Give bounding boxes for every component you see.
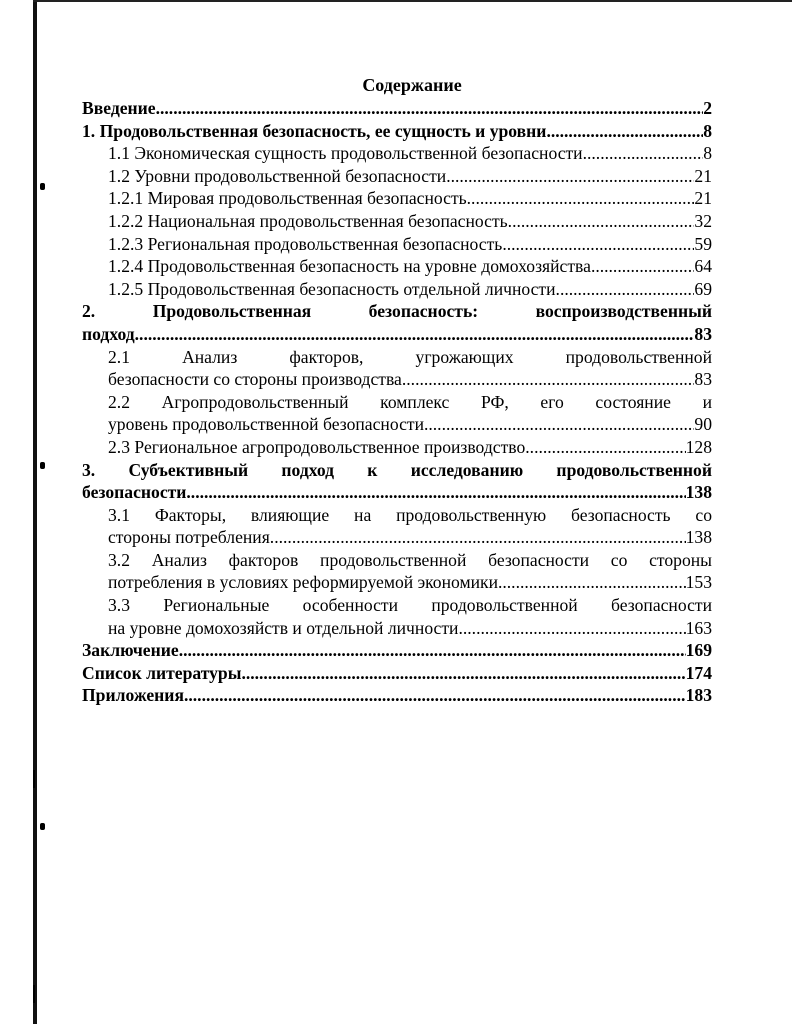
toc-entry-references[interactable] <box>82 662 712 685</box>
dot-leader <box>241 662 685 685</box>
toc-page-number: 153 <box>685 572 712 593</box>
toc-page-number: 69 <box>694 278 712 299</box>
toc-page-number: 83 <box>694 323 712 344</box>
toc-entry-chapter-3-line2[interactable] <box>82 481 712 504</box>
toc-entry-chapter-2-line1[interactable]: 2. Продовольственная безопасность: воспроизводственный <box>82 301 712 322</box>
toc-page-number: 138 <box>685 482 712 503</box>
toc-page-number: 32 <box>694 210 712 231</box>
toc-entry-label: 1.2.4 Продовольственная безопасность на уровне домохозяйства <box>108 256 591 277</box>
dot-leader <box>467 187 695 210</box>
toc-entry-1-2-1[interactable] <box>108 187 712 210</box>
toc-entry-2-1-line1[interactable]: 2.1 Анализ факторов, угрожающих продовольственной <box>108 346 712 367</box>
scan-speck <box>40 183 45 190</box>
toc-entry-label: Заключение <box>82 640 179 661</box>
toc-page-number: 128 <box>685 436 712 457</box>
scan-border-left <box>33 0 37 1024</box>
toc-entry-1-2-4[interactable] <box>108 255 712 278</box>
toc-entry-3-2-line2[interactable] <box>108 571 712 594</box>
toc-page-number: 169 <box>685 640 712 661</box>
toc-entry-label: уровень продовольственной безопасности <box>108 414 424 435</box>
toc-entry-2-1-line2[interactable] <box>108 368 712 391</box>
toc-entry-label: 1.2.3 Региональная продовольственная безопасность. <box>108 233 507 254</box>
toc-entry-label: потребления в условиях реформируемой экономики <box>108 572 498 593</box>
toc-page-number: 8 <box>703 143 712 164</box>
toc-page-number: 64 <box>694 256 712 277</box>
dot-leader <box>591 255 694 278</box>
toc-entry-3-3-line1[interactable]: 3.3 Региональные особенности продовольственной безопасности <box>108 595 712 616</box>
toc-entry-label: 1.2.1 Мировая продовольственная безопасность <box>108 188 467 209</box>
toc-entry-2-2-line2[interactable] <box>108 413 712 436</box>
toc-entry-label: 2.3 Региональное агропродовольственное производство <box>108 436 526 457</box>
scan-border-top <box>33 0 792 2</box>
dot-leader <box>179 639 686 662</box>
toc-entry-3-1-line1[interactable]: 3.1 Факторы, влияющие на продовольственную безопасность со <box>108 504 712 525</box>
dot-leader <box>458 617 685 640</box>
toc-entry-label: Введение <box>82 98 156 118</box>
toc-entry-label: безопасности <box>82 482 187 503</box>
dot-leader <box>402 368 695 391</box>
toc-page-number: 59 <box>694 233 712 254</box>
dot-leader <box>525 436 685 459</box>
toc-page-number: 138 <box>685 527 712 548</box>
toc-entry-label: Приложения <box>82 685 184 706</box>
toc-entry-1-2-3[interactable] <box>108 233 712 256</box>
dot-leader <box>507 233 695 256</box>
toc-entry-label: подход <box>82 323 135 344</box>
dot-leader <box>135 323 695 346</box>
toc-entry-chapter-2-line2[interactable] <box>82 323 712 346</box>
toc-entry-chapter-1[interactable] <box>82 120 712 143</box>
toc-page-number: 90 <box>694 414 712 435</box>
dot-leader <box>556 278 695 301</box>
toc-page-number: 163 <box>685 617 712 638</box>
toc-entry-label: 1.1 Экономическая сущность продовольственной безопасности <box>108 143 583 164</box>
toc-entry-label: 1. Продовольственная безопасность, ее сущность и уровни <box>82 120 547 141</box>
toc-entry-appendices[interactable] <box>82 684 712 707</box>
scan-tick <box>33 985 35 1003</box>
toc-entry-label: безопасности со стороны производства <box>108 369 402 390</box>
dot-leader <box>583 142 704 165</box>
scan-speck <box>40 823 45 830</box>
dot-leader <box>508 210 695 233</box>
toc-page-number: 21 <box>694 188 712 209</box>
toc-entry-conclusion[interactable] <box>82 639 712 662</box>
scan-speck <box>40 462 45 469</box>
dot-leader <box>546 120 703 143</box>
dot-leader <box>186 481 685 504</box>
toc-page-number: 8 <box>703 120 712 141</box>
toc-entry-label: 1.2.2 Национальная продовольственная безопасность <box>108 210 508 231</box>
toc-title: Содержание <box>362 75 462 95</box>
dot-leader <box>156 97 704 120</box>
toc-entry-1-1[interactable] <box>108 142 712 165</box>
toc-entry-3-2-line1[interactable]: 3.2 Анализ факторов продовольственной безопасности со стороны <box>108 549 712 570</box>
dot-leader <box>424 413 694 436</box>
toc-entry-label: Список литературы <box>82 662 242 683</box>
toc-entry-label: 1.2 Уровни продовольственной безопасности <box>108 165 447 186</box>
dot-leader <box>498 571 686 594</box>
toc-entry-1-2-2[interactable] <box>108 210 712 233</box>
toc-page-number: 174 <box>685 662 712 683</box>
dot-leader <box>184 684 686 707</box>
toc-page-number: 83 <box>694 369 712 390</box>
toc-entry-2-2-line1[interactable]: 2.2 Агропродовольственный комплекс РФ, его состояние и <box>108 391 712 412</box>
toc-page-number: 2 <box>703 98 712 118</box>
toc-page-number: 21 <box>694 165 712 186</box>
dot-leader <box>274 526 685 549</box>
scan-tick <box>33 770 35 788</box>
toc-entry-label: на уровне домохозяйств и отдельной личности <box>108 617 459 638</box>
toc-entry-1-2[interactable] <box>108 165 712 188</box>
dot-leader <box>446 165 694 188</box>
table-of-contents <box>82 73 712 707</box>
toc-entry-3-1-line2[interactable] <box>108 526 712 549</box>
toc-entry-label: стороны потребления. <box>108 527 275 548</box>
toc-entry-label: 1.2.5 Продовольственная безопасность отдельной личности <box>108 278 556 299</box>
toc-page-number: 183 <box>685 685 712 706</box>
toc-entry-1-2-5[interactable] <box>108 278 712 301</box>
toc-entry-2-3[interactable] <box>108 436 712 459</box>
toc-entry-chapter-3-line1[interactable]: 3. Субъективный подход к исследованию продовольственной <box>82 459 712 480</box>
toc-entry-3-3-line2[interactable] <box>108 617 712 640</box>
toc-entry-introduction[interactable] <box>82 97 712 120</box>
